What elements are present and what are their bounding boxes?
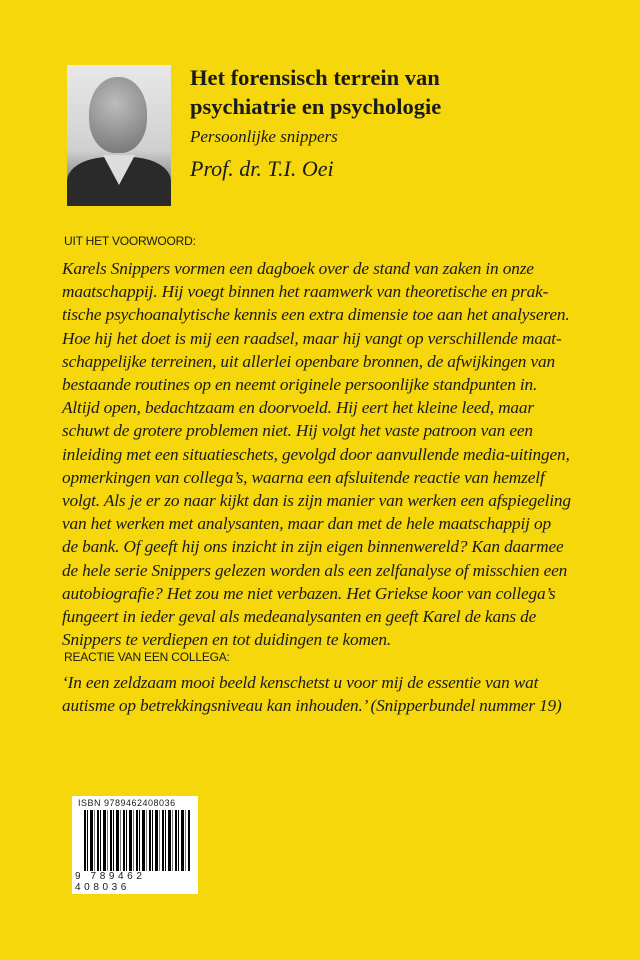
title-line: psychiatrie en psychologie	[190, 94, 442, 119]
reaction-text	[62, 671, 562, 717]
author-name: Prof. dr. T.I. Oei	[190, 156, 334, 181]
title-line: Het forensisch terrein van	[190, 65, 440, 90]
text-line: opmerkingen van collega’s, waarna een afsluitende reactie van hemzelf	[62, 467, 545, 487]
text-line: Snippers te verdiepen en tot duidingen te komen.	[62, 630, 392, 650]
barcode-digits: 9 789462 408036	[75, 871, 198, 893]
author-photo	[67, 65, 171, 206]
book-title	[190, 63, 441, 121]
text-line: schuwt de grotere problemen niet. Hij volgt het vaste patroon van een	[62, 421, 533, 441]
text-line: tische psychoanalytische kennis een extra dimensie toe aan het analyseren.	[62, 305, 570, 325]
text-line: inleiding met een situatieschets, gevolgd door aanvullende media-uitingen,	[62, 444, 570, 464]
text-line: ‘In een zeldzaam mooi beeld kenschetst u voor mij de essentie van wat	[62, 673, 539, 692]
text-line: de hele serie Snippers gelezen worden als een zelfanalyse of misschien een	[62, 560, 568, 580]
text-line: schappelijke terreinen, uit allerlei openbare bronnen, de afwijkingen van	[62, 351, 555, 371]
text-line: bestaande routines op en neemt originele persoonlijke standpunten in.	[62, 375, 538, 395]
text-line: autobiografie? Het zou me niet verbazen. Het Griekse koor van collega’s	[62, 583, 556, 603]
isbn-barcode	[72, 796, 198, 894]
text-line: fungeert in ieder geval als medeanalysanten en geeft Karel de kans de	[62, 607, 537, 627]
reaction-label: REACTIE VAN EEN COLLEGA:	[64, 650, 230, 664]
text-line: volgt. Als je er zo naar kijkt dan is zijn manier van werken een afspiegeling	[62, 491, 571, 511]
text-line: van het werken met analysanten, maar dan met de hele maatschappij op	[62, 514, 551, 534]
text-line: maatschappij. Hij voegt binnen het raamwerk van theoretische en prak-	[62, 282, 549, 302]
text-line: autisme op betrekkingsniveau kan inhouden.’ (Snipperbundel nummer 19)	[62, 696, 562, 716]
book-subtitle: Persoonlijke snippers	[190, 127, 338, 146]
text-line: Hoe hij het doet is mij een raadsel, maar hij vangt op verschillende maat-	[62, 328, 562, 348]
text-line: Altijd open, bedachtzaam en doorvoeld. Hij eert het kleine leed, maar	[62, 398, 534, 418]
text-line: de bank. Of geeft hij ons inzicht in zijn eigen binnenwereld? Kan daarmee	[62, 537, 564, 557]
isbn-label: ISBN 9789462408036	[78, 798, 176, 808]
foreword-text	[62, 257, 571, 651]
text-line: Karels Snippers vormen een dagboek over de stand van zaken in onze	[62, 259, 534, 278]
foreword-label: UIT HET VOORWOORD:	[64, 234, 196, 248]
